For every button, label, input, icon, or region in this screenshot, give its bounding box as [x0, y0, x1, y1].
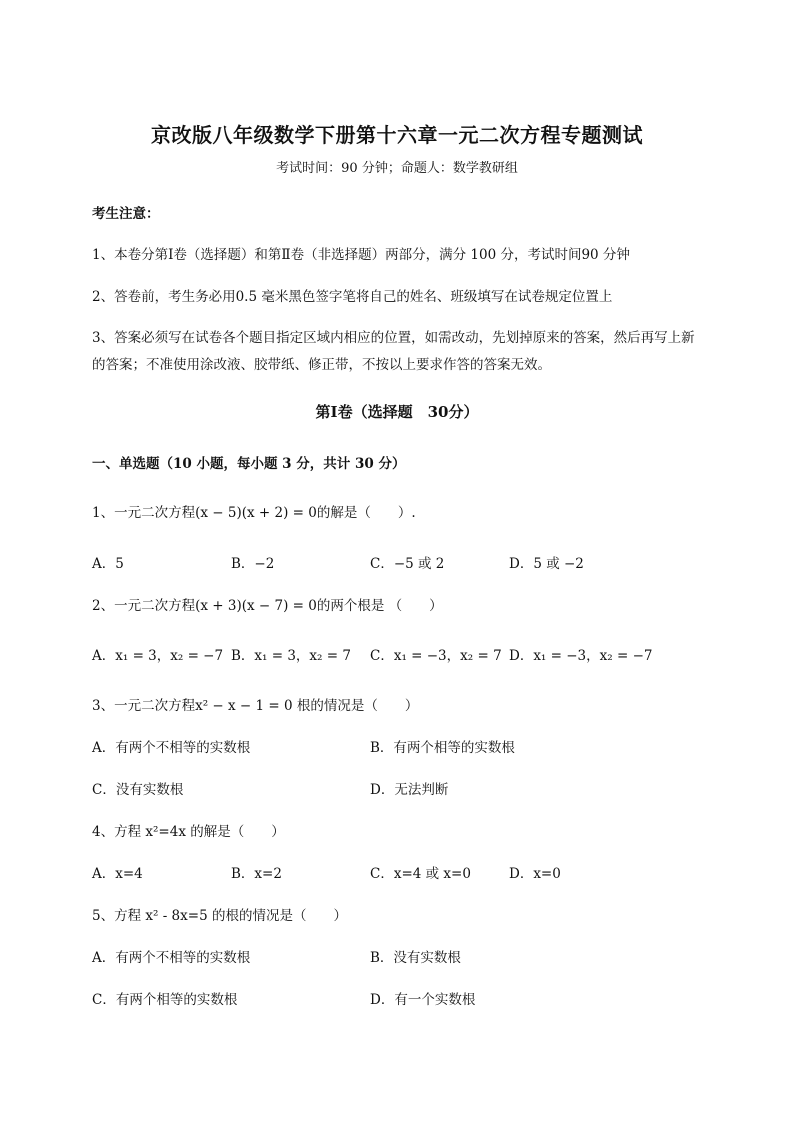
question-5 — [92, 904, 347, 924]
question-3-equation: x² − x − 1 = 0 — [195, 698, 293, 714]
q1-option-b: B．−2 — [231, 556, 275, 572]
question-4 — [92, 820, 285, 840]
notice-item-3-line2: 的答案；不准使用涂改液、胶带纸、修正带，不按以上要求作答的答案无效。 — [92, 357, 551, 373]
q5-option-c: C．有两个相等的实数根 — [92, 992, 238, 1008]
question-4-prefix: 4、方程 — [92, 824, 146, 840]
q5-option-b: B．没有实数根 — [370, 950, 461, 966]
question-5-prefix: 5、方程 — [92, 908, 146, 924]
question-4-suffix: 的解是（ ） — [185, 824, 285, 840]
notice-item-2: 2、答卷前，考生务必用0.5 毫米黑色签字笔将自己的姓名、班级填写在试卷规定位置上 — [92, 289, 613, 305]
question-3-suffix: 根的情况是（ ） — [292, 698, 419, 714]
question-5-equation: x² - 8x=5 — [145, 908, 208, 924]
question-2-suffix: 的两个根是 （ ） — [316, 598, 443, 614]
question-1-equation: (x − 5)(x + 2) = 0 — [195, 505, 317, 521]
q4-option-c: C．x=4 或 x=0 — [370, 866, 471, 882]
q4-option-a: A．x=4 — [92, 866, 143, 882]
question-1-suffix: 的解是（ ）. — [316, 505, 416, 521]
q2-option-d: D．x₁ = −3，x₂ = −7 — [509, 648, 653, 664]
q3-option-d: D．无法判断 — [370, 782, 449, 798]
q4-option-d: D．x=0 — [509, 866, 561, 882]
q3-option-b: B．有两个相等的实数根 — [370, 740, 515, 756]
notice-item-3-line1: 3、答案必须写在试卷各个题目指定区域内相应的位置，如需改动，先划掉原来的答案，然后再写上新 — [92, 330, 695, 346]
question-3 — [92, 694, 418, 714]
q1-option-a: A．5 — [92, 556, 124, 572]
part-heading: 一、单选题（10 小题，每小题 3 分，共计 30 分） — [92, 456, 406, 472]
q2-option-c: C．x₁ = −3，x₂ = 7 — [370, 648, 502, 664]
question-2-prefix: 2、一元二次方程 — [92, 598, 196, 614]
q3-option-a: A．有两个不相等的实数根 — [92, 740, 251, 756]
question-2 — [92, 594, 443, 614]
question-1 — [92, 501, 416, 521]
notice-item-1: 1、本卷分第Ⅰ卷（选择题）和第Ⅱ卷（非选择题）两部分，满分 100 分，考试时间90 分钟 — [92, 247, 630, 263]
question-3-prefix: 3、一元二次方程 — [92, 698, 196, 714]
q2-option-a: A．x₁ = 3，x₂ = −7 — [92, 648, 224, 664]
exam-title: 京改版八年级数学下册第十六章一元二次方程专题测试 — [151, 123, 643, 147]
q5-option-d: D．有一个实数根 — [370, 992, 476, 1008]
question-2-equation: (x + 3)(x − 7) = 0 — [195, 598, 317, 614]
exam-subtitle: 考试时间：90 分钟；命题人：数学教研组 — [276, 161, 518, 176]
section-title: 第Ⅰ卷（选择题 30分） — [315, 403, 479, 421]
q1-option-d: D．5 或 −2 — [509, 556, 584, 572]
q2-option-b: B．x₁ = 3，x₂ = 7 — [231, 648, 351, 664]
q4-option-b: B．x=2 — [231, 866, 282, 882]
q3-option-c: C．没有实数根 — [92, 782, 184, 798]
question-1-prefix: 1、一元二次方程 — [92, 505, 196, 521]
q5-option-a: A．有两个不相等的实数根 — [92, 950, 251, 966]
question-4-equation: x²=4x — [145, 824, 186, 840]
q1-option-c: C．−5 或 2 — [370, 556, 445, 572]
notice-heading: 考生注意： — [92, 206, 160, 222]
question-5-suffix: 的根的情况是（ ） — [207, 908, 347, 924]
